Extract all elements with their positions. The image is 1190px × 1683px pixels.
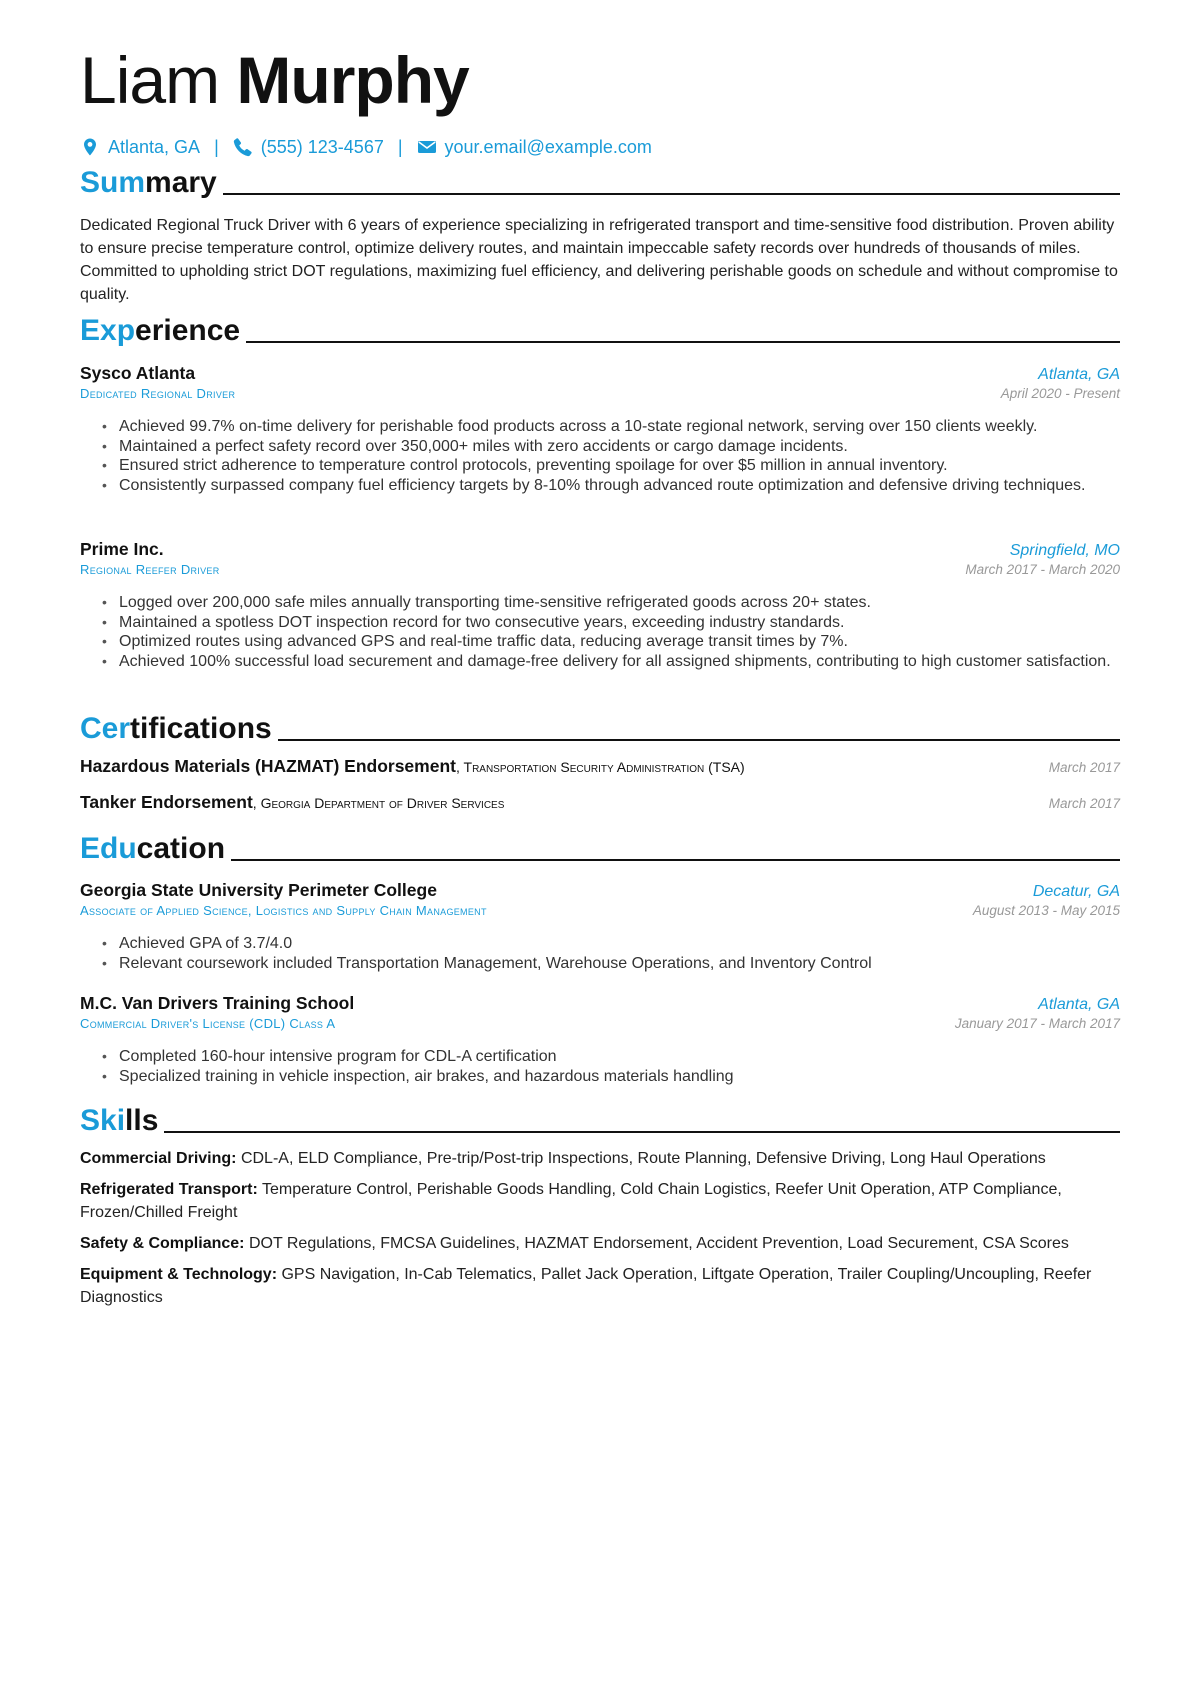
certification-date: March 2017 xyxy=(1048,760,1120,775)
entry-location: Atlanta, GA xyxy=(1038,996,1120,1013)
certifications-heading xyxy=(80,706,1120,746)
degree-name: Commercial Driver's License (CDL) Class A xyxy=(80,1016,336,1031)
section-title: Education xyxy=(80,832,226,865)
company-name: Sysco Atlanta xyxy=(80,363,196,383)
section-title: Experience xyxy=(80,314,241,347)
entry-location: Springfield, MO xyxy=(1009,542,1120,559)
education-entry xyxy=(80,993,1120,1086)
list-item: • Achieved 100% successful load securement and damage-free delivery for all assigned shipments, contributing to high customer satisfaction. xyxy=(102,652,1120,672)
certification-issuer: Georgia Department of Driver Services xyxy=(260,795,505,811)
contact-separator: | xyxy=(397,136,403,157)
map-marker-icon xyxy=(80,137,100,157)
skill-group xyxy=(80,1147,1120,1170)
location-text: Atlanta, GA xyxy=(108,136,201,157)
certification-item: Tanker Endorsement, Georgia Department of Driver Services March 2017 xyxy=(80,792,1120,812)
list-item: • Maintained a perfect safety record over 350,000+ miles with zero accidents or cargo damage incidents. xyxy=(102,437,1120,457)
list-item: • Achieved 99.7% on-time delivery for perishable food products across a 10-state regional network, serving over 150 clients weekly. xyxy=(102,417,1120,437)
contact-separator: | xyxy=(214,136,219,157)
list-item: • Ensured strict adherence to temperature control protocols, preventing spoilage for over $5 million in annual inventory. xyxy=(102,456,1120,476)
list-item: • Consistently surpassed company fuel efficiency targets by 8-10% through advanced route optimization and defensive driving techniques. xyxy=(102,476,1120,496)
degree-name: Associate of Applied Science, Logistics and Supply Chain Management xyxy=(80,903,487,918)
entry-dates: January 2017 - March 2017 xyxy=(954,1016,1120,1031)
school-name: M.C. Van Drivers Training School xyxy=(80,993,355,1013)
phone-link[interactable]: (555) 123-4567 xyxy=(260,136,384,157)
phone-icon xyxy=(233,137,253,157)
bullet-list xyxy=(80,417,1120,495)
bullet-list xyxy=(80,593,1120,671)
entry-dates: August 2013 - May 2015 xyxy=(972,903,1120,918)
section-rule xyxy=(278,739,1120,741)
skill-items: DOT Regulations, FMCSA Guidelines, HAZMAT Endorsement, Accident Prevention, Load Securement, CSA Scores xyxy=(248,1235,1069,1252)
skill-items: Temperature Control, Perishable Goods Handling, Cold Chain Logistics, Reefer Unit Operation, ATP Compliance, Frozen/Chilled Freight xyxy=(80,1181,1062,1221)
certifications-list xyxy=(80,756,1120,828)
email-link[interactable]: your.email@example.com xyxy=(444,136,652,157)
certification-issuer: Transportation Security Administration (TSA) xyxy=(463,759,745,775)
job-title: Dedicated Regional Driver xyxy=(80,386,236,401)
skill-group xyxy=(80,1232,1120,1255)
skill-group xyxy=(80,1263,1120,1309)
skill-category: Commercial Driving: xyxy=(80,1150,237,1167)
skill-category: Refrigerated Transport: xyxy=(80,1181,258,1198)
list-item: • Achieved GPA of 3.7/4.0 xyxy=(102,934,1120,954)
entry-location: Atlanta, GA xyxy=(1038,366,1120,383)
section-rule xyxy=(164,1131,1120,1133)
skill-items: GPS Navigation, In-Cab Telematics, Pallet Jack Operation, Liftgate Operation, Trailer Coupling/Uncoupling, Reefer Diagnostics xyxy=(80,1266,1092,1306)
skills-list xyxy=(80,1147,1120,1317)
education-heading xyxy=(80,826,1120,866)
skill-category: Equipment & Technology: xyxy=(80,1266,278,1283)
skill-category: Safety & Compliance: xyxy=(80,1235,245,1252)
list-item: • Maintained a spotless DOT inspection record for two consecutive years, exceeding industry standards. xyxy=(102,613,1120,633)
job-title: Regional Reefer Driver xyxy=(80,562,220,577)
envelope-icon xyxy=(417,137,437,157)
skill-group xyxy=(80,1178,1120,1224)
certification-date: March 2017 xyxy=(1048,796,1120,811)
experience-heading xyxy=(80,308,1120,348)
list-item: • Specialized training in vehicle inspection, air brakes, and hazardous materials handling xyxy=(102,1067,1120,1087)
list-item: • Completed 160-hour intensive program for CDL-A certification xyxy=(102,1047,1120,1067)
section-rule xyxy=(246,341,1120,343)
education-entry xyxy=(80,880,1120,973)
certification-item: Hazardous Materials (HAZMAT) Endorsement, Transportation Security Administration (TSA) March 2017 xyxy=(80,756,1120,776)
summary-text: Dedicated Regional Truck Driver with 6 years of experience specializing in refrigerated transport and time-sensitive food distribution. Proven ability to ensure precise temperature control, optimize delivery routes, and maintain impeccable safety records over hundreds of thousands of miles. Committed to upholding strict DOT regulations, maximizing fuel efficiency, and delivering perishable goods on schedule and without compromise to quality. xyxy=(80,217,1118,303)
skill-items: CDL-A, ELD Compliance, Pre-trip/Post-trip Inspections, Route Planning, Defensive Driving, Long Haul Operations xyxy=(240,1150,1046,1167)
entry-dates: March 2017 - March 2020 xyxy=(965,562,1120,577)
entry-location: Decatur, GA xyxy=(1032,883,1120,900)
contact-bar xyxy=(80,134,652,160)
certification-name: Tanker Endorsement xyxy=(80,792,253,812)
list-item: • Optimized routes using advanced GPS and real-time traffic data, reducing average transit times by 7%. xyxy=(102,632,1120,652)
bullet-list xyxy=(80,1047,1120,1086)
school-name: Georgia State University Perimeter College xyxy=(80,880,437,900)
bullet-list xyxy=(80,934,1120,973)
summary-heading xyxy=(80,160,1120,200)
section-rule xyxy=(223,193,1120,195)
list-item: • Relevant coursework included Transportation Management, Warehouse Operations, and Inventory Control xyxy=(102,954,1120,974)
section-rule xyxy=(231,859,1120,861)
first-name: Liam xyxy=(80,43,220,117)
summary-block xyxy=(80,214,1120,306)
certification-name: Hazardous Materials (HAZMAT) Endorsement xyxy=(80,756,456,776)
last-name: Murphy xyxy=(236,43,469,117)
list-item: • Logged over 200,000 safe miles annually transporting time-sensitive refrigerated goods across 20+ states. xyxy=(102,593,1120,613)
candidate-name xyxy=(80,40,469,120)
entry-dates: April 2020 - Present xyxy=(1000,386,1120,401)
section-title: Certifications xyxy=(80,712,272,745)
experience-entry xyxy=(80,539,1120,671)
company-name: Prime Inc. xyxy=(80,539,164,559)
section-title: Summary xyxy=(80,166,217,199)
experience-entry xyxy=(80,363,1120,495)
skills-heading xyxy=(80,1098,1120,1138)
section-title: Skills xyxy=(80,1104,159,1137)
